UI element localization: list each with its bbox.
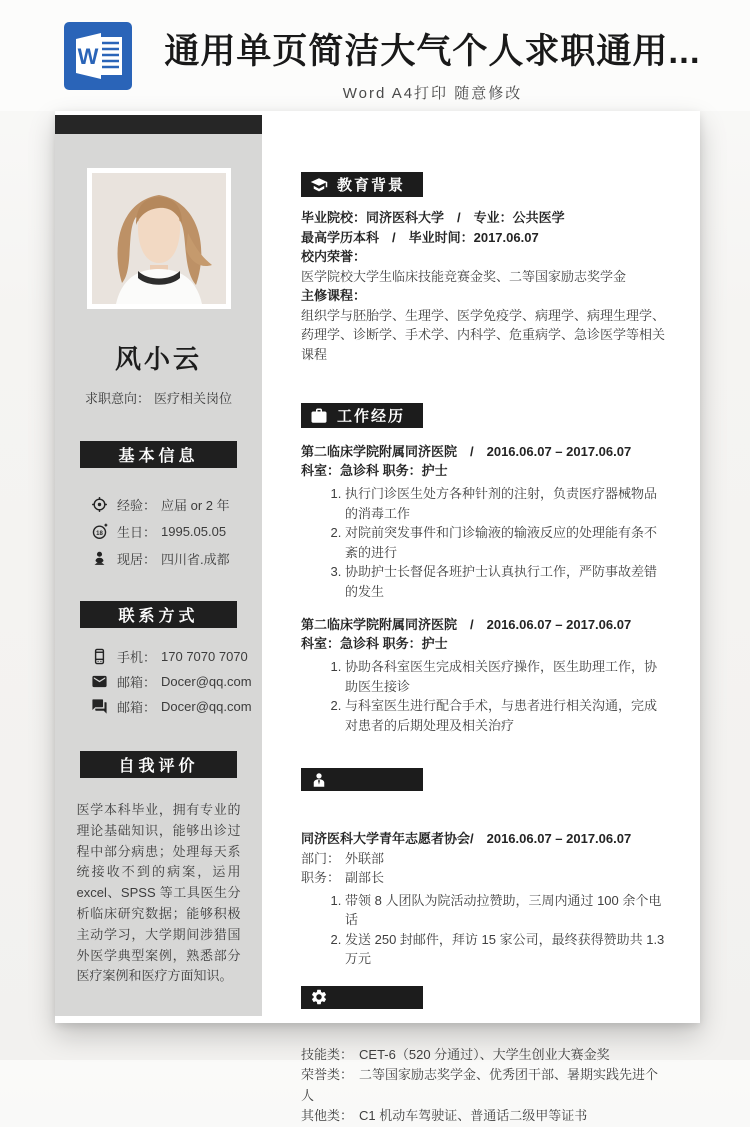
row-label: 邮箱： <box>117 699 157 715</box>
education-line: 最高学历本科 / 毕业时间：2017.06.07 <box>301 229 539 245</box>
graduation-cap-icon <box>310 176 328 194</box>
work-entry-bullets <box>301 484 667 601</box>
basic-info-list <box>55 494 262 568</box>
contact-row-phone <box>91 646 262 666</box>
skill-value: CET-6（520 分通过）、大学生创业大赛金奖 <box>359 1046 610 1062</box>
listing-title: 通用单页简洁大气个人求职通用... <box>164 32 701 71</box>
svg-text:18: 18 <box>96 530 103 537</box>
resume-document <box>55 111 700 1123</box>
education-details <box>301 208 667 364</box>
skill-label: 荣誉类： <box>301 1067 354 1082</box>
listing-title-block <box>150 24 715 103</box>
contact-title: 联系方式 <box>80 601 237 628</box>
self-evaluation-text: 医学本科毕业，拥有专业的理论基础知识，能够出诊过程中部分病患；处理每天系统接收不到的病案，运用 excel、SPSS 等工具医生分析临床研究数据；能够积极主动学习，大学期间涉猎国外医学典型案例，熟悉部分医疗案例和医疗方面知识。 <box>76 802 241 984</box>
row-value: 四川省.成都 <box>161 551 230 567</box>
portrait-illustration <box>92 173 226 304</box>
volunteer-bullets <box>301 891 667 969</box>
role-label: 职务： <box>301 869 341 885</box>
briefcase-icon <box>310 407 328 425</box>
volunteer-org-line: 同济医科大学青年志愿者协会/ 2016.06.07 – 2017.06.07 <box>301 831 632 846</box>
skill-row-skills <box>301 1045 667 1066</box>
section-title: 工作经历 <box>337 408 406 425</box>
skill-label: 其他类： <box>301 1108 354 1123</box>
work-entry-subtitle: 科室：急诊科 职务：护士 <box>301 463 448 478</box>
contact-row-email-2 <box>91 696 262 716</box>
row-label: 生日： <box>117 524 157 540</box>
volunteer-entry <box>301 829 667 969</box>
gear-icon <box>310 988 328 1006</box>
row-value: Docer@qq.com <box>161 673 252 689</box>
resume-sidebar <box>55 115 262 1016</box>
skill-value: 二等国家励志奖学金、优秀团干部、暑期实践先进个人 <box>301 1067 659 1103</box>
bullet-item: 1. 协助各科室医生完成相关医疗操作，医生助理工作，协助医生接诊 <box>345 657 667 696</box>
volunteer-section-header <box>301 768 423 791</box>
section-title: 教育背景 <box>337 177 406 194</box>
skills-section-header <box>301 986 423 1009</box>
envelope-icon <box>91 673 108 690</box>
chat-bubbles-icon <box>91 698 108 715</box>
row-value: 1995.05.05 <box>161 523 227 539</box>
row-label: 手机： <box>117 649 157 665</box>
bullet-item: 1. 带领 8 人团队为院活动拉赞助，三周内通过 100 余个电话 <box>345 891 667 930</box>
objective-value: 医疗相关岗位 <box>154 391 233 406</box>
person-icon <box>310 771 328 789</box>
bullet-item: 1. 执行门诊医生处方各种针剂的注射，负责医疗器械物品的消毒工作 <box>345 484 667 523</box>
volunteer-dept-line <box>301 849 667 868</box>
row-label: 现居： <box>117 551 157 567</box>
self-evaluation-title: 自我评价 <box>80 751 237 778</box>
row-label: 邮箱： <box>117 674 157 690</box>
basic-info-row-birthday <box>91 521 262 541</box>
skill-label: 技能类： <box>301 1046 354 1062</box>
education-line: 毕业院校：同济医科大学 / 专业：公共医学 <box>301 210 565 225</box>
listing-header <box>0 0 750 111</box>
row-value: Docer@qq.com <box>161 698 252 714</box>
basic-info-row-residence <box>91 548 262 568</box>
word-icon <box>64 22 132 90</box>
volunteer-role-line <box>301 868 667 887</box>
contact-list <box>55 646 262 716</box>
work-entry-title: 第二临床学院附属同济医院 / 2016.06.07 – 2017.06.07 <box>301 444 632 459</box>
candidate-name: 风小云 <box>114 344 202 374</box>
bullet-item: 2. 对院前突发事件和门诊输液的输液反应的处理能有条不紊的进行 <box>345 523 667 562</box>
work-entry-bullets <box>301 657 667 735</box>
skills-list <box>301 1045 667 1127</box>
location-person-icon <box>91 550 108 567</box>
target-icon <box>91 496 108 513</box>
row-label: 经验： <box>117 497 157 513</box>
contact-row-email <box>91 671 262 691</box>
education-section-header <box>301 172 423 197</box>
work-entry-2 <box>301 615 667 735</box>
work-entry-1 <box>301 442 667 601</box>
basic-info-title: 基本信息 <box>80 441 237 468</box>
job-objective <box>55 388 262 407</box>
education-line: 组织学与胚胎学、生理学、医学免疫学、病理学、病理生理学、药理学、诊断学、手术学、内科学、危重病学、急诊医学等相关课程 <box>301 307 666 362</box>
education-line: 医学院校大学生临床技能竞赛金奖、二等国家励志奖学金 <box>301 268 627 284</box>
education-line: 主修课程： <box>301 288 367 303</box>
row-value: 170 7070 7070 <box>161 648 248 664</box>
work-section-header <box>301 403 423 428</box>
skill-value: C1 机动车驾驶证、普通话二级甲等证书 <box>359 1108 588 1123</box>
dept-value: 外联部 <box>345 850 385 866</box>
birthday-18-icon <box>91 523 108 540</box>
profile-photo <box>87 168 231 309</box>
education-line: 校内荣誉： <box>301 249 367 264</box>
skill-row-others <box>301 1106 667 1127</box>
bullet-item: 3. 协助护士长督促各班护士认真执行工作，严防事故差错的发生 <box>345 562 667 601</box>
mobile-phone-icon <box>91 648 108 665</box>
sidebar-top-accent-bar <box>55 115 262 134</box>
bullet-item: 2. 与科室医生进行配合手术，与患者进行相关沟通，完成对患者的后期处理及相关治疗 <box>345 696 667 735</box>
dept-label: 部门： <box>301 850 341 866</box>
objective-label: 求职意向： <box>84 391 150 406</box>
work-entry-subtitle: 科室：急诊科 职务：护士 <box>301 636 448 651</box>
resume-main-column <box>301 111 667 1127</box>
basic-info-row-experience <box>91 494 262 514</box>
row-value: 应届 or 2 年 <box>161 497 230 513</box>
listing-subtitle: Word A4打印 随意修改 <box>342 85 523 102</box>
bullet-item: 2. 发送 250 封邮件，拜访 15 家公司，最终获得赞助共 1.3 万元 <box>345 930 667 969</box>
skill-row-honors <box>301 1065 667 1106</box>
role-value: 副部长 <box>345 869 385 885</box>
svg-text:W: W <box>77 44 99 69</box>
work-entry-title: 第二临床学院附属同济医院 / 2016.06.07 – 2017.06.07 <box>301 617 632 632</box>
